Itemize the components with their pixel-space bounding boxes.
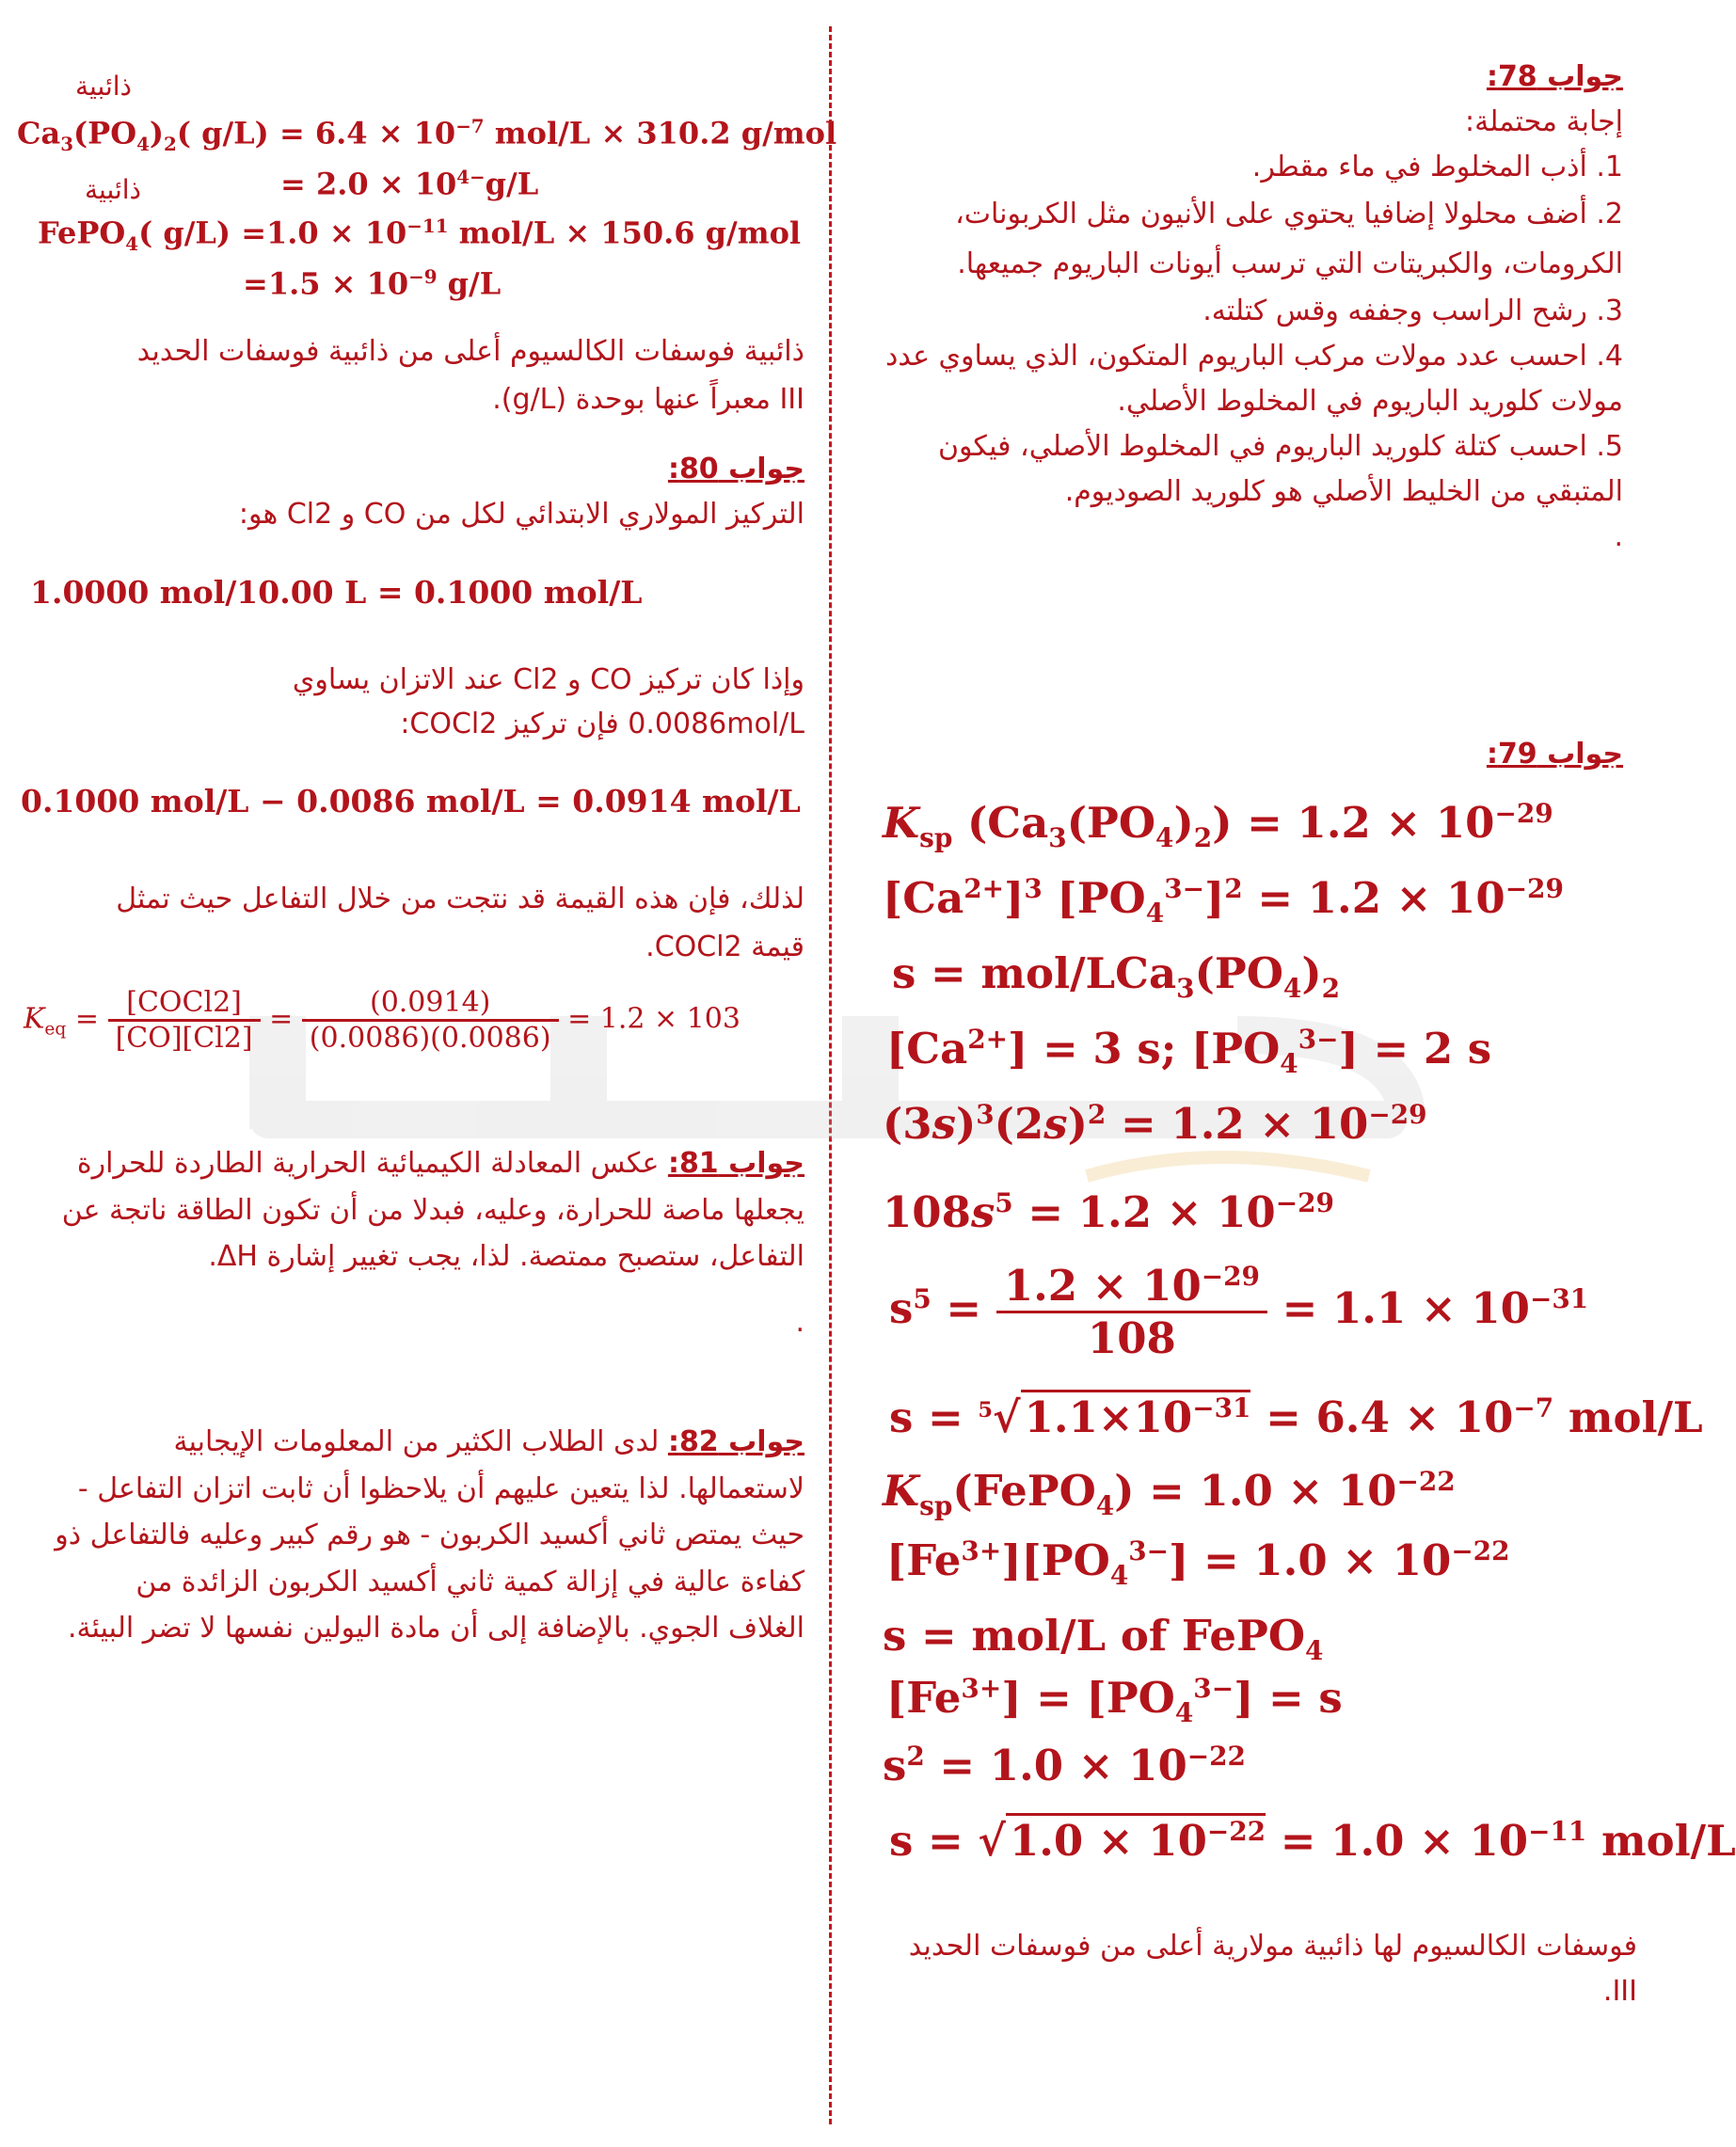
ans79-eq-2: $[Ca^{2+}]^3$ $[PO_4^{3-}]^2 = 1.2 \times 10^{-29}$: [883, 873, 1564, 929]
ca-solubility-line-1: $Ca_3(PO_4)_2$( $g/L) = 6.4 \times 10^{-7}$ mol/L × 310.2 g/mol: [17, 115, 837, 156]
sol-label-2: [47, 169, 141, 212]
keq-value-denominator: (0.0086)(0.0086): [309, 1022, 551, 1055]
ans79-eq-7: $s^5$ = $\frac{1.2 \times 10^{-29}}{108}$ = $1.1 \times 10^{-31}$: [889, 1261, 1589, 1363]
answer-78-step-2: 2. أضف محلولا إضافيا يحتوي على الأنيون مثل الكربونات، الكرومات، والكبريتات التي ترسب أيونات الباريوم جميعها.: [955, 198, 1623, 280]
ans80-eq-2: 0.1000 mol/L − 0.0086 mol/L = 0.0914 mol/L: [21, 783, 801, 819]
answer-80-p3: لذلك، فإن هذه القيمة قد نتجت من خلال التفاعل حيث تمثل قيمة COCl2.: [116, 883, 804, 963]
ans79-conclusion: [894, 1924, 1637, 2014]
answer-80-p2-wrap: [207, 659, 804, 746]
answer-80-p2: وإذا كان تركيز CO و Cl2 عند الاتزان يساوي 0.0086mol/L فإن تركيز COCl2:: [292, 663, 804, 740]
compare-text: ذائبية فوسفات الكالسيوم أعلى من ذائبية فوسفات الحديد III معبراً عنها بوحدة (g/L).: [136, 335, 804, 416]
ans79-eq-6: $108s^5 = 1.2 \times 10^{-29}$: [883, 1187, 1334, 1237]
sol-label-1: [38, 66, 132, 108]
answer-80-block: [28, 447, 804, 537]
ans79-eq-14: $s = √1.0 \times 10^{-22} = 1.0 \times 10^{-11}$ mol/L: [889, 1816, 1736, 1866]
keq-equation: $K_{eq}$ = $\frac{\text{[COCl2]}}{[CO][Cl2]}$ = $\frac{(0.0914)}{(0.0086)(0.0086)}$ = 1.2 × 103: [24, 986, 741, 1055]
ans79-eq-3: s = mol/$LCa_3(PO_4)_2$: [892, 948, 1341, 1004]
ans79-eq-13: $s^2 = 1.0 \times 10^{-22}$: [883, 1741, 1246, 1790]
ans79-eq-9: $K_{sp}(FePO_4) = 1.0 \times 10^{-22}$: [883, 1466, 1456, 1521]
keq-result: = 1.2 × 103: [567, 1002, 741, 1036]
solubility-word-2: ذائبية: [85, 174, 141, 205]
answer-81-block: [52, 1140, 804, 1345]
answer-81-text: عكس المعادلة الكيميائية الحرارية الطاردة للحرارة يجعلها ماصة للحرارة، وعليه، فبدلا من أن تكون الطاقة ناتجة عن التفاعل، ستصبح ممتصة. لذا، يجب تغيير إشارة ΔH.: [61, 1147, 804, 1273]
column-divider: [829, 26, 832, 2124]
fe-solubility-line-2: $=1.5 \times 10^{-9}$ g/L: [243, 265, 502, 302]
ans79-eq-5: $(3s)^3(2s)^2 = 1.2 \times 10^{-29}$: [883, 1099, 1427, 1149]
answer-81-dot: .: [795, 1305, 804, 1339]
answer-80-heading: جواب 80:: [667, 453, 804, 485]
ans79-eq-11: s = mol/L of FePO$_4$: [883, 1611, 1324, 1666]
answer-80-p1: التركيز المولاري الابتدائي لكل من CO و Cl2 هو:: [238, 498, 804, 531]
answer-78-step-4: 4. احسب عدد مولات مركب الباريوم المتكون، الذي يساوي عدد مولات كلوريد الباريوم في المخلوط الأصلي.: [884, 340, 1623, 418]
ans79-eq-8: $s = ^5√1.1\times 10^{-31} = 6.4 \times 10^{-7}$ mol/L: [889, 1392, 1703, 1442]
answer-78-dot: .: [1614, 520, 1623, 553]
answer-78-block: [852, 55, 1623, 560]
ans79-eq-12: $[Fe^{3+}] = [PO_4^{3-}] = s$: [886, 1673, 1343, 1728]
answer-78-step-5: 5. احسب كتلة كلوريد الباريوم في المخلوط الأصلي، فيكون المتبقي من الخليط الأصلي هو كلوريد الصوديوم.: [938, 430, 1623, 508]
answer-78-step-1: 1. أذب المخلوط في ماء مقطر.: [1251, 151, 1623, 183]
answer-79-heading-wrap: [1317, 732, 1623, 777]
answer-82-text: لدى الطلاب الكثير من المعلومات الإيجابية لاستعمالها. لذا يتعين عليهم أن يلاحظوا أن ثابت اتزان التفاعل - حيث يمتص ثاني أكسيد الكربون - هو رقم كبير وعليه فالتفاعل ذو كفاءة عالية في إزالة كمية ثاني أكسيد الكربون الزائدة من الغلاف الجوي. بالإضافة إلى أن مادة اليولين نفسها لا تضر البيئة.: [55, 1425, 804, 1645]
keq-denominator: [CO][Cl2]: [115, 1022, 253, 1055]
answer-78-heading: جواب 78:: [1486, 60, 1623, 93]
answer-82-block: [52, 1419, 804, 1652]
ans79-conclusion-text: فوسفات الكالسيوم لها ذائبية مولارية أعلى من فوسفات الحديد III.: [908, 1930, 1637, 2008]
ans79-eq-10: $[Fe^{3+}][PO_4^{3-}] = 1.0 \times 10^{-22}$: [886, 1535, 1510, 1591]
answer-78-step-3: 3. رشح الراسب وجففه وقس كتلته.: [1202, 294, 1623, 327]
answer-80-p3-wrap: [56, 875, 804, 971]
keq-value-numerator: (0.0914): [302, 986, 559, 1022]
compare-paragraph: [108, 327, 804, 423]
answer-78-intro: إجابة محتملة:: [1465, 105, 1623, 138]
solubility-word-1: ذائبية: [75, 71, 132, 102]
fe-solubility-line-1: FePO$_4$( $g/L) =1.0 \times 10^{-11}$ mol/L × 150.6 g/mol: [38, 215, 802, 256]
ans80-eq-1: 1.0000 mol/10.00 L = 0.1000 mol/L: [30, 574, 643, 611]
ans79-eq-4: $[Ca^{2+}] = 3$ s; $[PO_4^{3-}] = 2$ s: [886, 1024, 1492, 1079]
answer-82-heading: جواب 82:: [667, 1425, 804, 1458]
answer-81-heading: جواب 81:: [667, 1147, 804, 1180]
ca-solubility-line-2: = $2.0 \times 10^{4-}g/L$: [280, 166, 539, 202]
keq-numerator: [COCl2]: [108, 986, 261, 1022]
answer-79-heading: جواب 79:: [1486, 738, 1623, 771]
ans79-eq-1: $K_{sp}$ $(Ca_3(PO_4)_2) = 1.2 \times 10^{-29}$: [883, 798, 1553, 853]
